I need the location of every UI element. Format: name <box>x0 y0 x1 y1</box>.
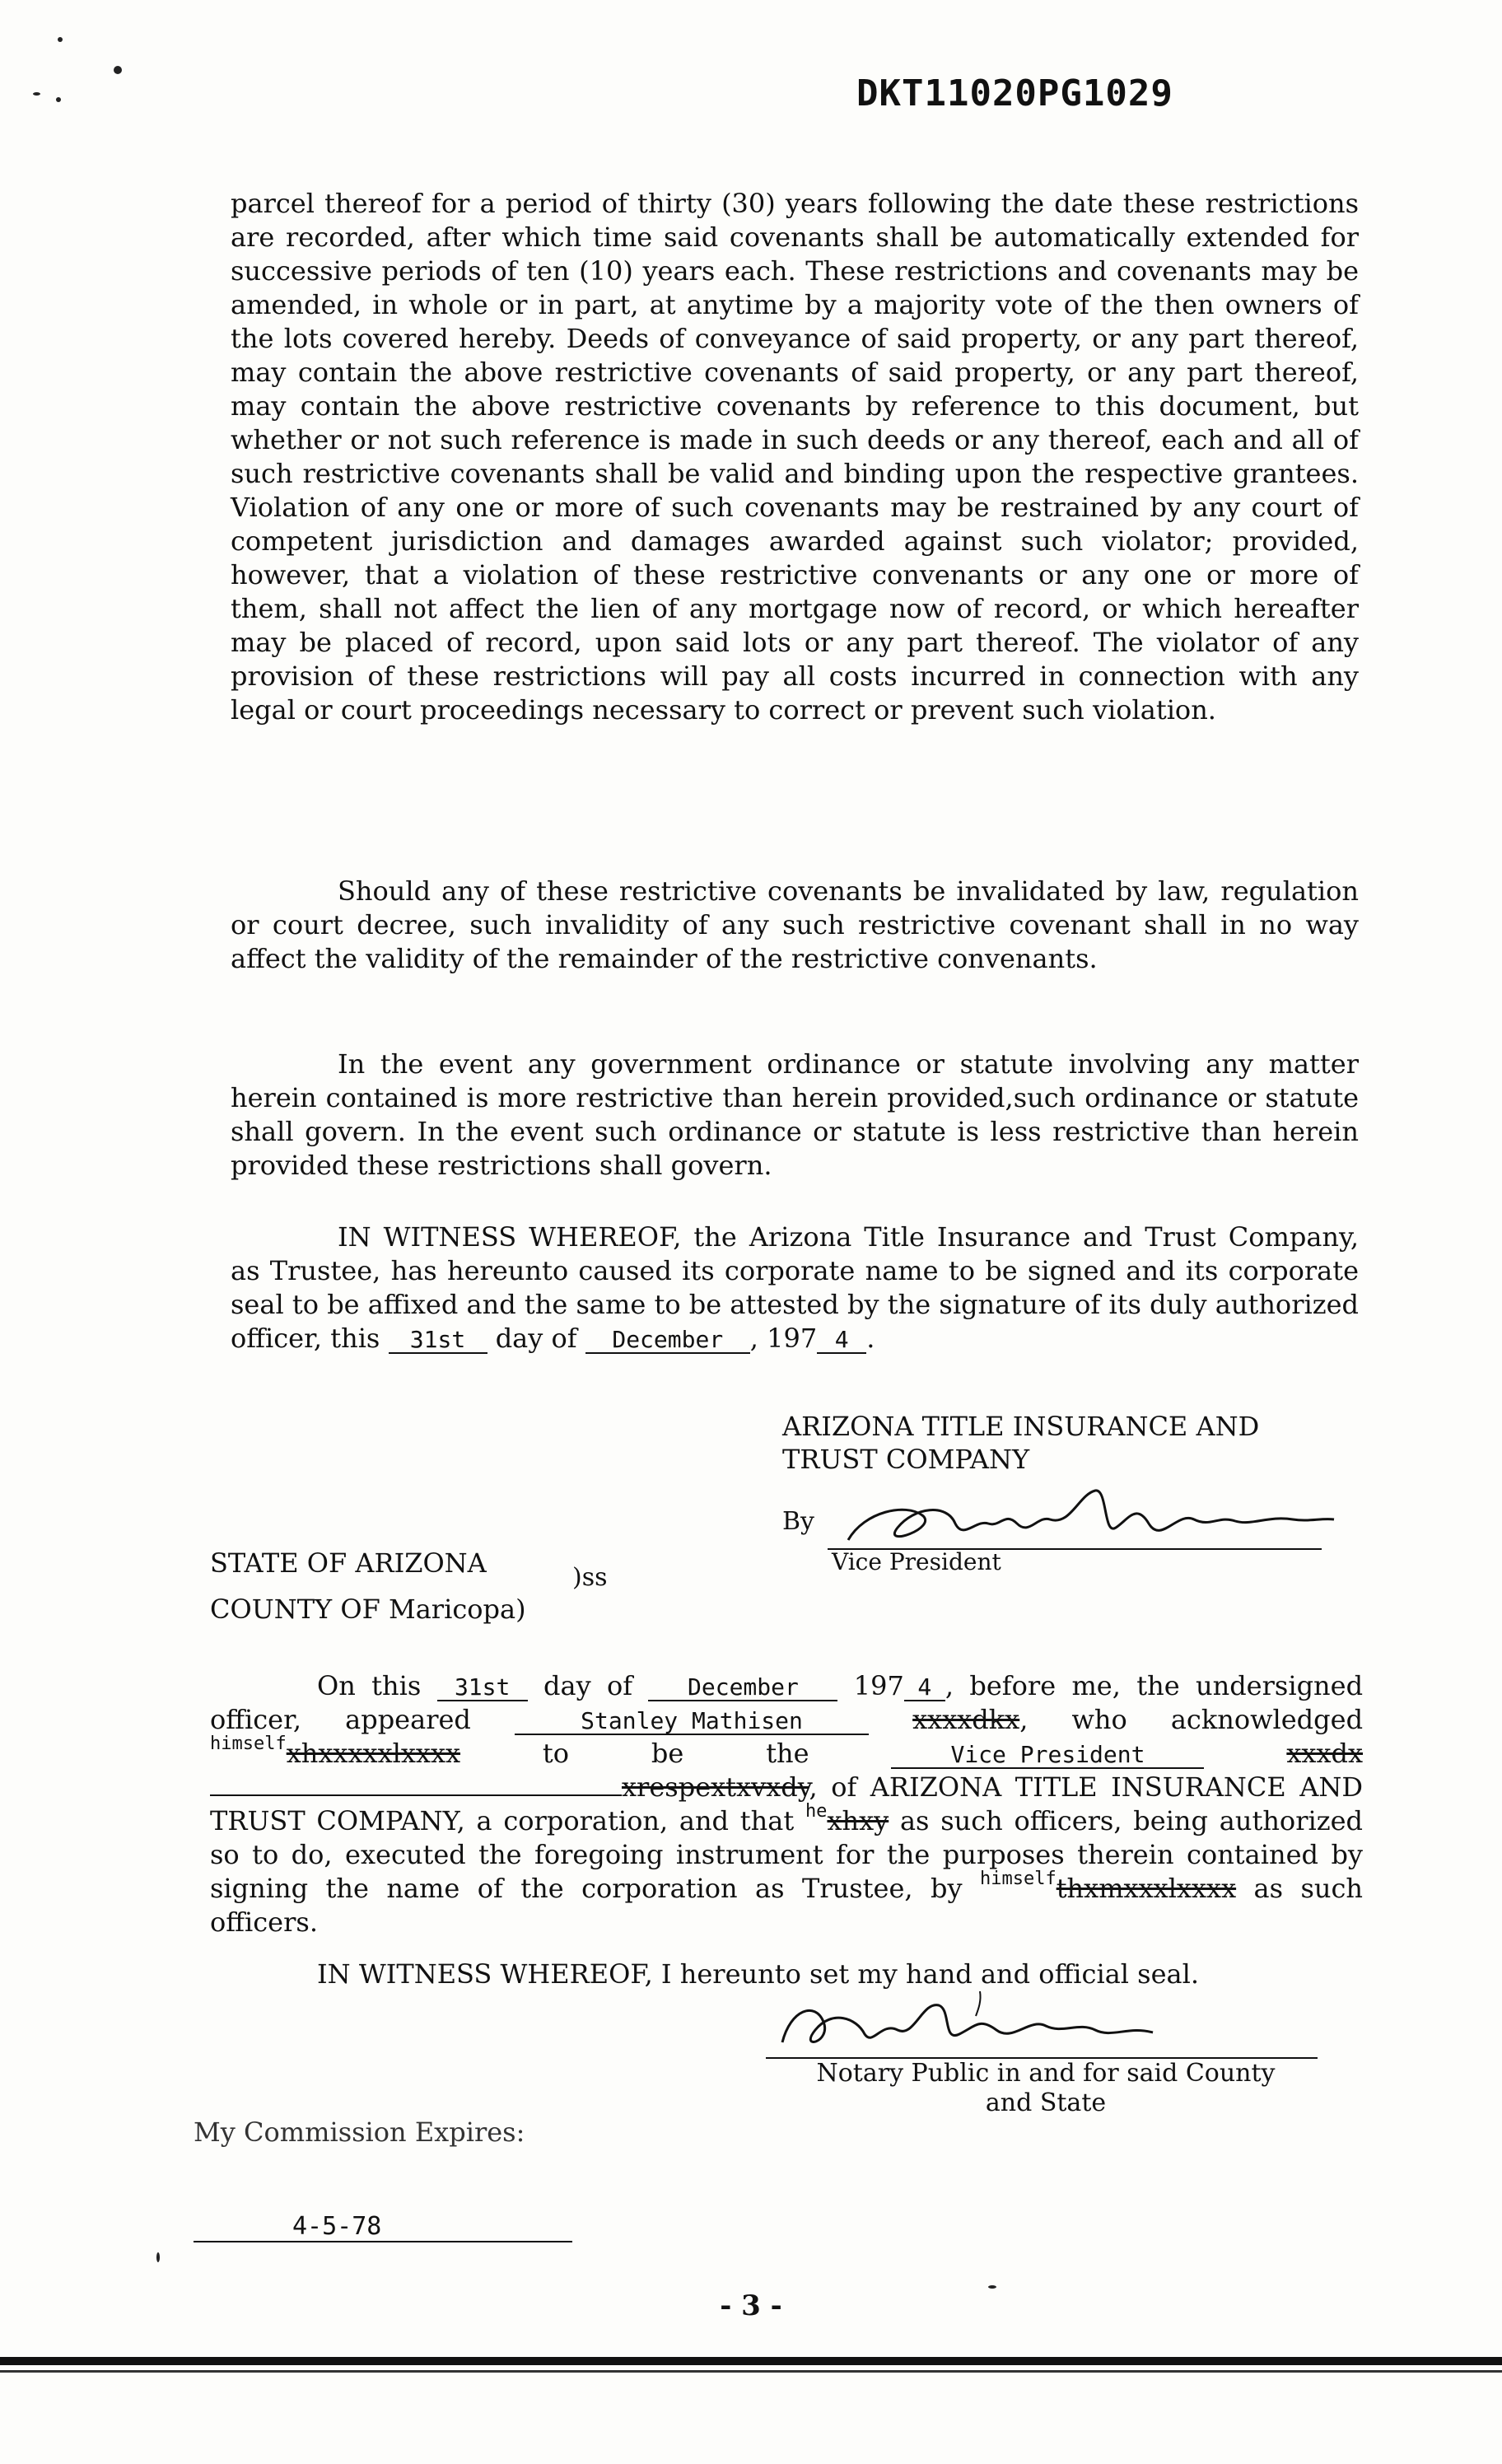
ack-struck-1: xxxxdkx <box>912 1704 1020 1735</box>
ack-year-prefix: 197 <box>853 1670 904 1701</box>
scan-speck <box>114 66 122 74</box>
ack-as-such-officers: as such officers. <box>210 1873 1364 1938</box>
notary-signature <box>766 1985 1178 2059</box>
ack-on-this: On this <box>317 1670 422 1701</box>
ack-struck-4: xrespextxvxdy <box>622 1771 809 1803</box>
venue-state: STATE OF ARIZONA <box>210 1547 487 1579</box>
officer-title: Vice President <box>832 1548 1001 1575</box>
commission-date: 4-5-78 <box>194 2212 572 2242</box>
ack-year-digit: 4 <box>904 1675 945 1701</box>
notary-caption-line-1: Notary Public in and for said County <box>816 2059 1276 2088</box>
company-line-1: ARIZONA TITLE INSURANCE AND <box>782 1411 1260 1442</box>
company-line-2: TRUST COMPANY <box>782 1444 1030 1475</box>
severability-paragraph: Should any of these restrictive covenants be invalidated by law, regulation or court decree, such invalidity of any such restrictive covenant shall in no way affect the validity of the remainder of the restrictive convenants. <box>231 875 1359 974</box>
witness-day: 31st <box>389 1328 487 1354</box>
ack-himself-insert: himself <box>210 1734 287 1754</box>
restrictions-paragraph: parcel thereof for a period of thirty (30) years following the date these restrictions are recorded, after which time said covenants shall be automatically extended for successive periods of ten (10) years each. These restrictions and covenants may be amended, in whole or in part, at anytime by a majority vote of the then owners of the lots covered hereby. Deeds of conveyance of said property, or any part thereof, may contain the above restrictive covenants of said property, or any part thereof, may contain the above restrictive covenants by reference to this document, but whether or not such reference is made in such deeds or any thereof, each and all of such restrictive covenants shall be valid and binding upon the respective grantees. Violation of any one or more of such covenants may be restrained by any court of competent jurisdiction and damages awarded against such violator; provided, however, that a violation of these restrictive convenants or any one or more of them, shall not affect the lien of any mortgage now of record, or which hereafter may be placed of record, upon said lots or any part thereof. The violator of any provision of these restrictions will pay all costs incurred in connection with any legal or court proceedings necessary to correct or prevent such violation. <box>231 188 1359 726</box>
acknowledgment-paragraph: On this 31st day of December 197 4 , before me, the undersigned officer, appeared Stanley Mathisen xxxxdkx, who acknowledged $^{himself}$xhxxxxxlxxxx to be the Vice President xxxdx xrespextxvxdy, of ARIZONA TITLE INSURANCE AND TRUST COMPANY, a corporation, and that $^{he}$xhxy as such officers, being authorized so to do, executed the foregoing instrument for the purposes therein contained by signing the name of the corporation as Trustee, by $^{himself}$thxmxxxlxxxx as such officers. <box>210 1670 1364 1938</box>
scan-speck <box>988 2285 996 2289</box>
witness-end: . <box>866 1323 875 1354</box>
scan-speck <box>56 97 61 102</box>
ack-struck-3: xxxdx <box>1286 1738 1364 1769</box>
ack-as-such: as such officers, being authorized so to do, executed the foregoing instrument for the purposes therein contained by signing the name of the corporation as Trustee, by <box>210 1805 1363 1904</box>
venue-county: COUNTY OF Maricopa <box>210 1594 516 1625</box>
witness-paragraph: IN WITNESS WHEREOF, the Arizona Title Insurance and Trust Company, as Trustee, has hereunto caused its corporate name to be signed and its corporate seal to be affixed and the same to be attested by the signature of its duly authorized officer, this 31st day of December , 197 4 . <box>231 1221 1359 1354</box>
scan-speck <box>156 2252 160 2262</box>
notary-caption <box>766 2059 1326 2118</box>
ack-blank-line <box>210 1794 622 1796</box>
ack-of-company: , of ARIZONA TITLE INSURANCE AND TRUST COMPANY, a corporation, and that <box>210 1771 1363 1836</box>
docket-number: DKT11020PG1029 <box>856 72 1173 114</box>
ack-who-ack: who acknowledged <box>1071 1704 1364 1735</box>
venue-ss: )ss <box>572 1563 608 1592</box>
ack-month: December <box>648 1675 837 1701</box>
company-name <box>782 1410 1359 1476</box>
bottom-rule-thin <box>0 2370 1502 2373</box>
scan-speck <box>33 92 40 96</box>
witness-month: December <box>585 1328 750 1354</box>
ack-day-of: day of <box>543 1670 633 1701</box>
ack-day: 31st <box>437 1675 528 1701</box>
ack-he-insert: he <box>805 1801 828 1822</box>
ack-to-be-the: to be the <box>542 1738 809 1769</box>
ack-struck-5: xhxy <box>827 1805 889 1836</box>
ack-struck-2: xhxxxxxlxxxx <box>286 1738 461 1769</box>
witness-year-digit: 4 <box>817 1328 866 1354</box>
ack-office: Vice President <box>891 1743 1204 1769</box>
ack-before-me: , before me, the undersigned officer, appeared <box>210 1670 1364 1735</box>
witness-year-prefix: 197 <box>767 1323 818 1354</box>
notary-witness: IN WITNESS WHEREOF, I hereunto set my hand and official seal. <box>317 1958 1200 1990</box>
ack-struck-6: thxmxxxlxxxx <box>1056 1873 1237 1904</box>
notary-caption-line-2: and State <box>985 2088 1107 2117</box>
witness-day-of: day of <box>495 1323 577 1354</box>
by-label: By <box>782 1507 814 1536</box>
venue-county-paren: ) <box>515 1594 526 1625</box>
venue-block <box>210 1540 608 1632</box>
ordinance-paragraph: In the event any government ordinance or statute involving any matter herein contained is more restrictive than herein provided,such ordinance or statute shall govern. In the event such ordinance or statute is less restrictive than herein provided these restrictions shall govern. <box>231 1048 1359 1181</box>
ack-himself-insert-2: himself <box>979 1869 1057 1889</box>
commission-label: My Commission Expires: <box>194 2116 525 2148</box>
scan-speck <box>58 37 63 42</box>
page-number: - 3 - <box>720 2289 782 2322</box>
ack-appeared-name: Stanley Mathisen <box>515 1709 869 1735</box>
witness-text: IN WITNESS WHEREOF, the Arizona Title Insurance and Trust Company, as Trustee, has hereunto caused its corporate name to be signed and its corporate seal to be affixed and the same to be attested by the signature of its duly authorized officer, this <box>231 1221 1359 1354</box>
bottom-rule <box>0 2357 1502 2365</box>
